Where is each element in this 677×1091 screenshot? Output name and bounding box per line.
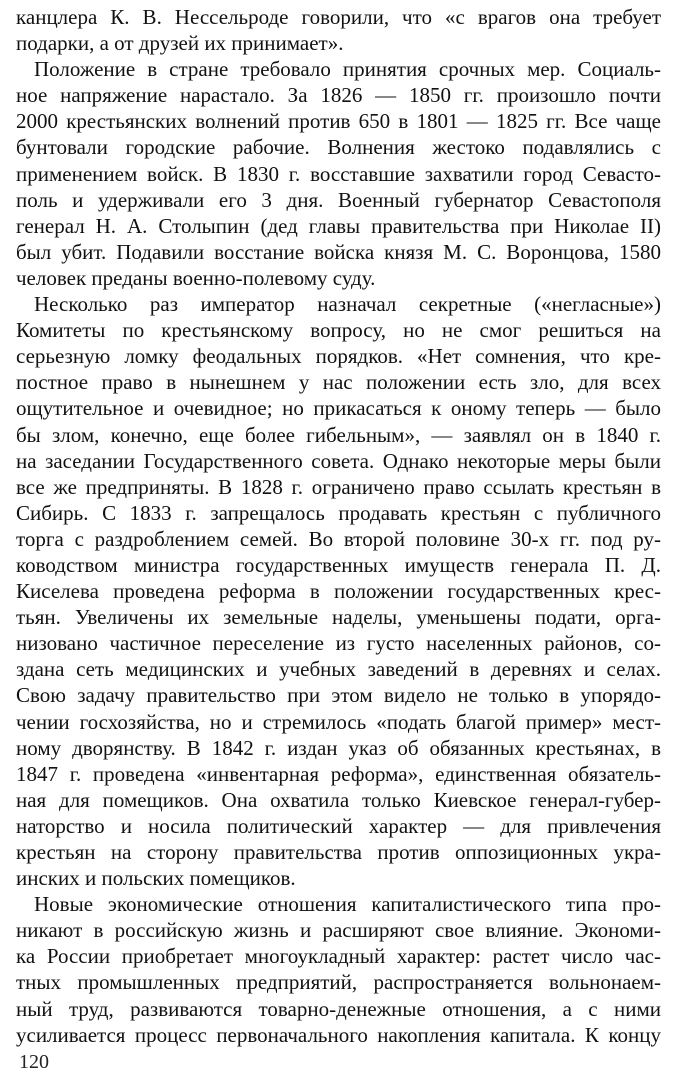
- paragraph-first-line: Новые экономические отношения капиталистического типа про-: [34, 892, 661, 917]
- text-line: бы злом, конечно, еще более гибельным», — заявлял он в 1840 г.: [16, 422, 661, 447]
- text-line: здана сеть медицинских и учебных заведений в деревнях и селах.: [16, 657, 661, 682]
- text-line: все же предприняты. В 1828 г. ограничено право ссылать крестьян в: [16, 474, 661, 499]
- text-line: 2000 крестьянских волнений против 650 в 1801 — 1825 гг. Все чаще: [16, 109, 661, 134]
- text-line: ководством министра государственных имуществ генерала П. Д.: [16, 552, 661, 577]
- text-line: ная для помещиков. Она охватила только Киевское генерал-губер-: [16, 787, 661, 812]
- text-line: ный труд, развиваются товарно-денежные отношения, а с ними: [16, 996, 661, 1021]
- page-text: [16, 4, 661, 1048]
- text-line: поль и удерживали его 3 дня. Военный губернатор Севастополя: [16, 187, 661, 212]
- text-line: применением войск. В 1830 г. восставшие захватили город Севасто-: [16, 161, 661, 186]
- text-line: тных промышленных предприятий, распространяется вольнонаем-: [16, 970, 661, 995]
- text-line: постное право в нынешнем у нас положении есть зло, для всех: [16, 370, 661, 395]
- text-line: никают в российскую жизнь и расширяют свое влияние. Экономи-: [16, 918, 661, 943]
- page-number: 120: [19, 1051, 49, 1073]
- text-line: Сибирь. С 1833 г. запрещалось продавать крестьян с публичного: [16, 500, 661, 525]
- text-line: был убит. Подавили восстание войска князя М. С. Воронцова, 1580: [16, 239, 661, 264]
- text-line: инских и польских помещиков.: [16, 866, 296, 891]
- text-line: низовано частичное переселение из густо населенных районов, со-: [16, 631, 661, 656]
- text-line: ному дворянству. В 1842 г. издан указ об обязанных крестьянах, в: [16, 735, 661, 760]
- text-line: Киселева проведена реформа в положении государственных крес-: [16, 579, 661, 604]
- text-line: подарки, а от друзей их принимает».: [16, 31, 344, 56]
- text-line: бунтовали городские рабочие. Волнения жестоко подавлялись с: [16, 135, 661, 160]
- text-line: крестьян на сторону правительства против оппозиционных укра-: [16, 840, 661, 864]
- text-line: серьезную ломку феодальных порядков. «Нет сомнения, что кре-: [16, 344, 661, 369]
- text-line: канцлера К. В. Нессельроде говорили, что «с врагов она требует: [16, 5, 661, 29]
- text-line: 1847 г. проведена «инвентарная реформа», единственная обязатель-: [16, 761, 661, 786]
- text-line: тьян. Увеличены их земельные наделы, уменьшены подати, орга-: [16, 605, 661, 630]
- text-line: Свою задачу правительство при этом видело не только в упорядо-: [16, 683, 661, 708]
- text-line: генерал Н. А. Столыпин (дед главы правительства при Николае II): [16, 213, 661, 238]
- text-line: Комитеты по крестьянскому вопросу, но не смог решиться на: [16, 318, 661, 343]
- text-line: наторство и носила политический характер — для привлечения: [16, 813, 661, 838]
- text-line: человек преданы военно-полевому суду.: [16, 265, 376, 290]
- paragraph-first-line: Несколько раз император назначал секретные («негласные»): [34, 292, 661, 317]
- text-line: чении госхозяйства, но и стремилось «подать благой пример» мест-: [16, 709, 661, 734]
- text-line: ное напряжение нарастало. За 1826 — 1850 гг. произошло почти: [16, 83, 661, 108]
- text-line: усиливается процесс первоначального накопления капитала. К концу: [16, 1022, 661, 1047]
- text-line: торга с раздроблением семей. Во второй половине 30-х гг. под ру-: [16, 526, 661, 551]
- text-line: ка России приобретает многоукладный характер: растет число час-: [16, 944, 661, 969]
- text-line: на заседании Государственного совета. Однако некоторые меры были: [16, 448, 661, 473]
- text-line: ощутительное и очевидное; но прикасаться к оному теперь — было: [16, 396, 661, 421]
- paragraph-first-line: Положение в стране требовало принятия срочных мер. Социаль-: [34, 57, 661, 82]
